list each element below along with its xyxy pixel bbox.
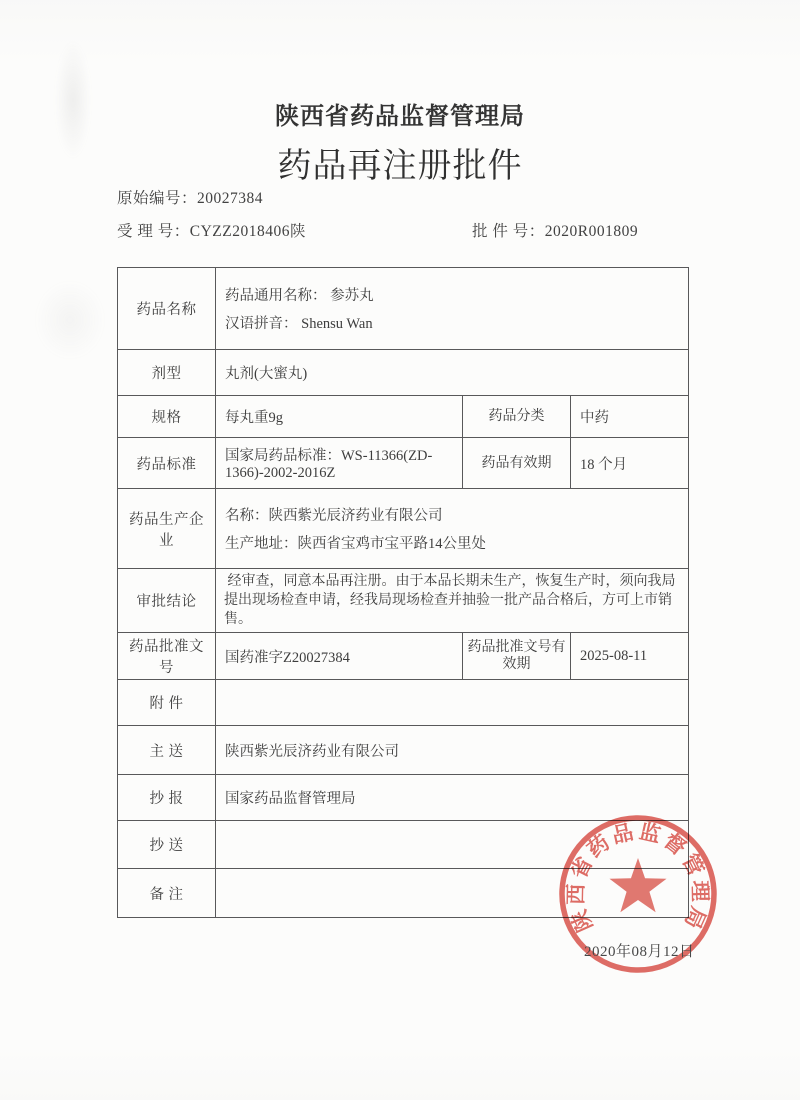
attachment-label: 附 件 <box>118 680 216 726</box>
row-attachment <box>118 680 689 726</box>
copy-report-value: 国家药品监督管理局 <box>216 775 689 821</box>
drug-standard-label: 药品标准 <box>118 438 216 489</box>
original-number-value: 20027384 <box>197 190 264 207</box>
approval-conclusion-value: 经审查，同意本品再注册。由于本品长期未生产，恢复生产时，须向我局提出现场检查申请，经我局现场检查并抽验一批产品合格后，方可上市销售。 <box>216 569 689 633</box>
copy-send-label: 抄 送 <box>118 821 216 869</box>
org-title: 陕西省药品监督管理局 <box>275 103 525 130</box>
scan-artifact <box>35 280 105 360</box>
row-drug-standard <box>118 438 689 489</box>
drug-category-value: 中药 <box>571 396 689 438</box>
approval-number-value: 2020R001809 <box>544 223 639 240</box>
row-manufacturer <box>118 489 689 569</box>
remarks-label: 备 注 <box>118 869 216 918</box>
drug-name-value <box>216 268 689 350</box>
row-specification <box>118 396 689 438</box>
row-approval-license-number <box>118 633 689 680</box>
manufacturer-address-line: 生产地址：陕西省宝鸡市宝平路14公里处 <box>225 536 486 552</box>
manufacturer-label: 药品生产企业 <box>118 489 216 569</box>
manufacturer-name-line: 名称：陕西紫光辰济药业有限公司 <box>225 508 443 524</box>
main-send-value: 陕西紫光辰济药业有限公司 <box>216 726 689 775</box>
approval-number-line <box>472 219 638 241</box>
drug-name-label: 药品名称 <box>118 268 216 350</box>
copy-report-label: 抄 报 <box>118 775 216 821</box>
row-main-send <box>118 726 689 775</box>
license-validity-value: 2025-08-11 <box>571 633 689 680</box>
drug-standard-value: 国家局药品标准：WS-11366(ZD-1366)-2002-2016Z <box>216 438 463 489</box>
row-drug-name <box>118 268 689 350</box>
approval-license-label: 药品批准文号 <box>118 633 216 680</box>
doc-title: 药品再注册批件 <box>277 148 523 185</box>
specification-label: 规格 <box>118 396 216 438</box>
approval-conclusion-label: 审批结论 <box>118 569 216 633</box>
generic-name-line: 药品通用名称： 参苏丸 <box>225 288 374 304</box>
row-dosage-form <box>118 350 689 396</box>
row-approval-conclusion <box>118 569 689 633</box>
seal-date: 2020年08月12日 <box>584 944 695 960</box>
pinyin-line: 汉语拼音： Shensu Wan <box>225 316 373 332</box>
acceptance-number-line <box>117 219 306 241</box>
main-send-label: 主 送 <box>118 726 216 775</box>
original-number-line <box>117 186 263 208</box>
dosage-form-value: 丸剂(大蜜丸) <box>216 350 689 396</box>
seal-text: 陕西省药品监督管理局 <box>563 819 713 936</box>
validity-value: 18 个月 <box>571 438 689 489</box>
approval-number-label: 批 件 号： <box>472 223 545 240</box>
validity-label: 药品有效期 <box>463 438 571 489</box>
manufacturer-value <box>216 489 689 569</box>
original-number-label: 原始编号： <box>117 190 198 207</box>
drug-category-label: 药品分类 <box>463 396 571 438</box>
acceptance-number-value: CYZZ2018406陕 <box>189 223 306 240</box>
attachment-value <box>216 680 689 726</box>
license-validity-label: 药品批准文号有效期 <box>463 633 571 680</box>
dosage-form-label: 剂型 <box>118 350 216 396</box>
specification-value: 每丸重9g <box>216 396 463 438</box>
acceptance-number-label: 受 理 号： <box>117 223 190 240</box>
approval-license-value: 国药准字Z20027384 <box>216 633 463 680</box>
seal-star <box>609 858 666 912</box>
